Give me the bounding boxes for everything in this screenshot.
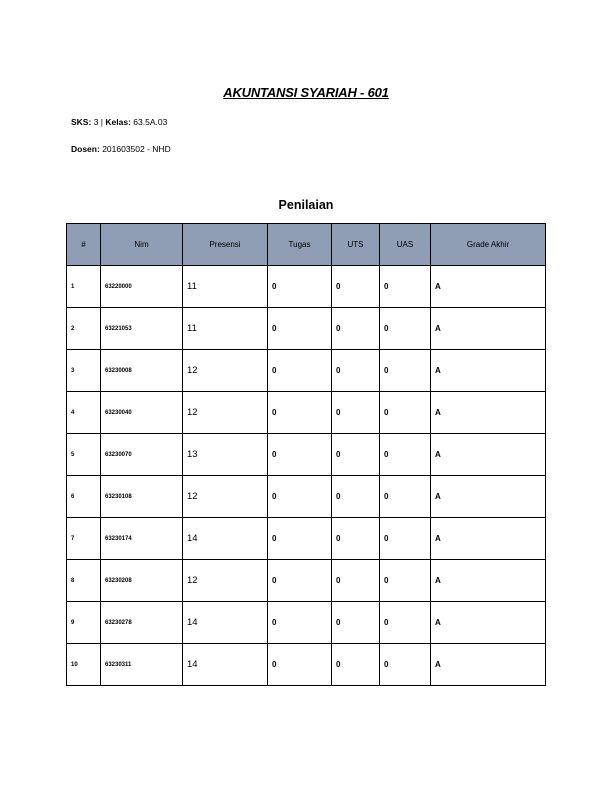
cell-uts: 0 — [332, 602, 380, 644]
cell-uts: 0 — [332, 560, 380, 602]
cell-tugas: 0 — [268, 476, 332, 518]
cell-tugas: 0 — [268, 518, 332, 560]
cell-grade: A — [431, 476, 546, 518]
cell-nim: 63230070 — [101, 434, 183, 476]
cell-presensi: 14 — [183, 644, 268, 686]
cell-tugas: 0 — [268, 602, 332, 644]
table-header-row — [67, 224, 546, 266]
cell-uas: 0 — [380, 308, 431, 350]
cell-uas: 0 — [380, 434, 431, 476]
cell-uts: 0 — [332, 308, 380, 350]
cell-number: 3 — [67, 350, 101, 392]
cell-number: 10 — [67, 644, 101, 686]
cell-presensi: 12 — [183, 476, 268, 518]
cell-number: 2 — [67, 308, 101, 350]
cell-presensi: 14 — [183, 518, 268, 560]
cell-tugas: 0 — [268, 350, 332, 392]
cell-nim: 63230278 — [101, 602, 183, 644]
header-nim: Nim — [101, 224, 183, 266]
table-row — [67, 350, 546, 392]
cell-number: 5 — [67, 434, 101, 476]
cell-nim: 63230311 — [101, 644, 183, 686]
cell-grade: A — [431, 266, 546, 308]
cell-tugas: 0 — [268, 308, 332, 350]
sks-value: 3 — [93, 117, 99, 127]
cell-tugas: 0 — [268, 434, 332, 476]
cell-grade: A — [431, 392, 546, 434]
course-title: AKUNTANSI SYARIAH - 601 — [223, 85, 389, 100]
cell-uts: 0 — [332, 476, 380, 518]
cell-uas: 0 — [380, 518, 431, 560]
cell-uts: 0 — [332, 350, 380, 392]
cell-presensi: 11 — [183, 308, 268, 350]
dosen-label: Dosen: — [71, 144, 100, 154]
cell-presensi: 12 — [183, 392, 268, 434]
cell-presensi: 12 — [183, 350, 268, 392]
cell-uas: 0 — [380, 266, 431, 308]
cell-tugas: 0 — [268, 644, 332, 686]
table-row — [67, 560, 546, 602]
cell-uts: 0 — [332, 434, 380, 476]
table-row — [67, 644, 546, 686]
cell-nim: 63220000 — [101, 266, 183, 308]
cell-uts: 0 — [332, 266, 380, 308]
header-presensi: Presensi — [183, 224, 268, 266]
cell-uas: 0 — [380, 560, 431, 602]
cell-tugas: 0 — [268, 560, 332, 602]
table-row — [67, 434, 546, 476]
cell-number: 8 — [67, 560, 101, 602]
cell-tugas: 0 — [268, 392, 332, 434]
cell-nim: 63230008 — [101, 350, 183, 392]
cell-nim: 63230108 — [101, 476, 183, 518]
dosen-value: 201603502 - NHD — [102, 144, 171, 154]
grades-table — [66, 223, 546, 686]
header-tugas: Tugas — [268, 224, 332, 266]
cell-grade: A — [431, 308, 546, 350]
kelas-value: 63.5A.03 — [133, 117, 168, 127]
cell-uas: 0 — [380, 350, 431, 392]
cell-nim: 63230208 — [101, 560, 183, 602]
cell-number: 6 — [67, 476, 101, 518]
cell-presensi: 14 — [183, 602, 268, 644]
cell-grade: A — [431, 518, 546, 560]
cell-grade: A — [431, 350, 546, 392]
lecturer-info-line — [71, 144, 171, 154]
cell-tugas: 0 — [268, 266, 332, 308]
cell-uas: 0 — [380, 644, 431, 686]
kelas-label: Kelas: — [105, 117, 131, 127]
header-uas: UAS — [380, 224, 431, 266]
course-info-line — [71, 117, 167, 127]
table-row — [67, 266, 546, 308]
table-row — [67, 476, 546, 518]
cell-number: 9 — [67, 602, 101, 644]
cell-presensi: 12 — [183, 560, 268, 602]
cell-number: 1 — [67, 266, 101, 308]
sks-label: SKS: — [71, 117, 92, 127]
cell-grade: A — [431, 644, 546, 686]
table-body — [67, 266, 546, 686]
table-row — [67, 602, 546, 644]
cell-nim: 63230040 — [101, 392, 183, 434]
section-title: Penilaian — [278, 198, 334, 212]
cell-presensi: 13 — [183, 434, 268, 476]
header-uts: UTS — [332, 224, 380, 266]
cell-grade: A — [431, 602, 546, 644]
header-grade-akhir: Grade Akhir — [431, 224, 546, 266]
cell-uts: 0 — [332, 518, 380, 560]
cell-grade: A — [431, 434, 546, 476]
table-row — [67, 308, 546, 350]
header-number: # — [67, 224, 101, 266]
table-row — [67, 518, 546, 560]
table-row — [67, 392, 546, 434]
cell-nim: 63230174 — [101, 518, 183, 560]
cell-nim: 63221053 — [101, 308, 183, 350]
separator: | — [100, 117, 104, 127]
cell-number: 7 — [67, 518, 101, 560]
cell-presensi: 11 — [183, 266, 268, 308]
cell-uas: 0 — [380, 602, 431, 644]
cell-uas: 0 — [380, 476, 431, 518]
cell-number: 4 — [67, 392, 101, 434]
cell-uts: 0 — [332, 644, 380, 686]
cell-uts: 0 — [332, 392, 380, 434]
cell-uas: 0 — [380, 392, 431, 434]
cell-grade: A — [431, 560, 546, 602]
